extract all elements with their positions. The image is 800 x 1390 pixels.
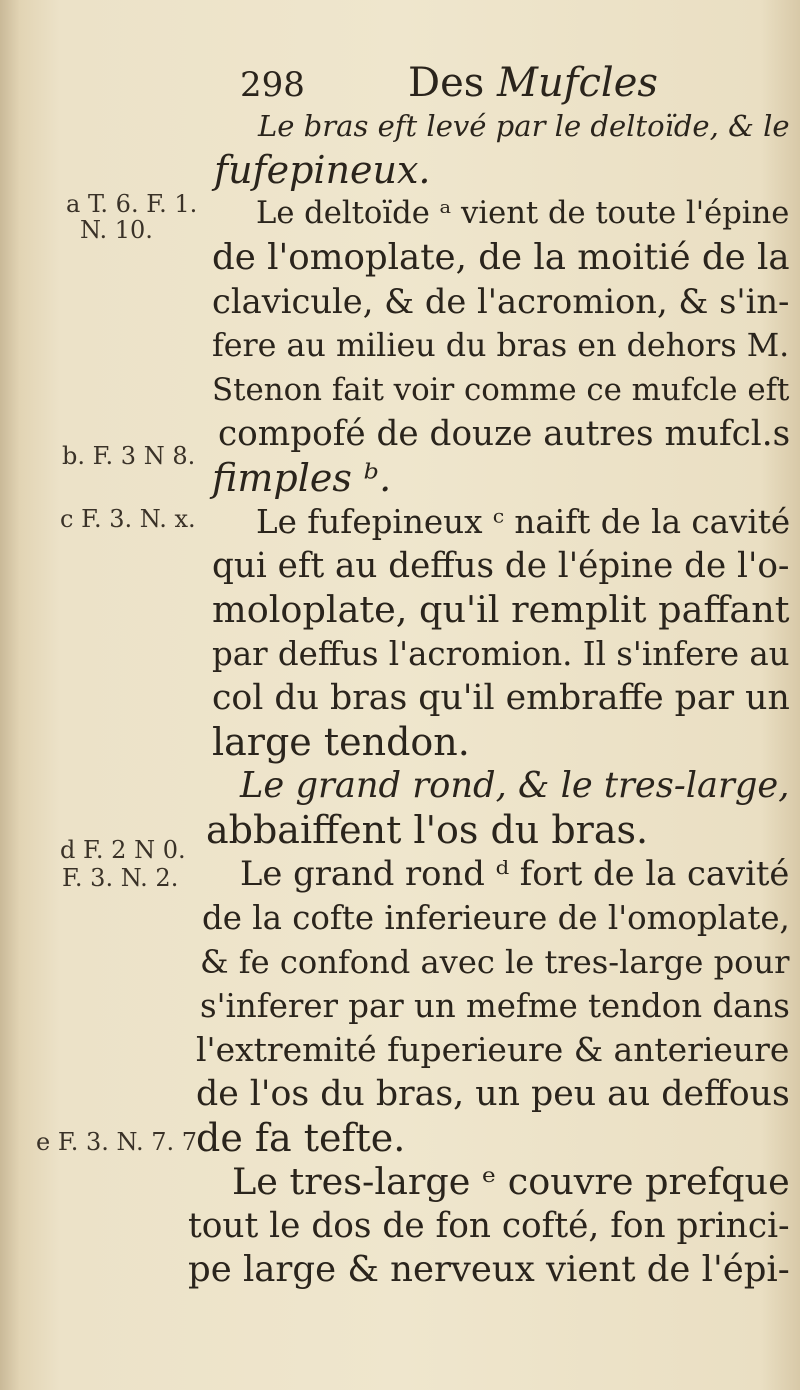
text-line: fufepineux.: [214, 148, 431, 192]
text-line: Le bras eft levé par le deltoïde, & le: [258, 109, 790, 143]
text-line: Le grand rond ᵈ fort de la cavité: [240, 854, 790, 893]
margin-note: F. 3. N. 2.: [62, 864, 179, 892]
margin-note: a T. 6. F. 1.: [66, 190, 198, 218]
text-line: de l'os du bras, un peu au deffous: [196, 1074, 790, 1114]
header-title: [408, 60, 658, 106]
margin-note: c F. 3. N. x.: [60, 505, 196, 533]
margin-note: d F. 2 N 0.: [60, 836, 186, 864]
text-line: s'inferer par un mefme tendon dans: [200, 987, 790, 1025]
margin-note: e F. 3. N. 7. 7: [36, 1128, 198, 1156]
text-line: tout le dos de fon cofté, fon princi-: [188, 1206, 790, 1246]
text-line: & fe confond avec le tres-large pour: [200, 943, 790, 981]
text-line: Le tres-large ᵉ couvre prefque: [232, 1160, 790, 1203]
text-line: Le deltoïde ᵃ vient de toute l'épine: [256, 196, 790, 231]
text-line: Le fufepineux ᶜ naift de la cavité: [256, 503, 791, 541]
page-number: 298: [240, 65, 305, 105]
text-line: l'extremité fuperieure & anterieure: [196, 1030, 790, 1069]
text-line: fere au milieu du bras en dehors M.: [212, 328, 790, 364]
text-line: Le grand rond, & le tres-large,: [240, 765, 790, 806]
text-line: moloplate, qu'il remplit paffant: [212, 588, 790, 631]
text-line: de la cofte inferieure de l'omoplate,: [202, 899, 790, 937]
text-line: abbaiffent l'os du bras.: [206, 808, 649, 852]
running-header: [240, 60, 658, 106]
header-title-prefix: Des: [408, 60, 485, 106]
margin-note: N. 10.: [80, 216, 153, 244]
text-line: compofé de douze autres mufcl.s: [218, 414, 791, 454]
text-line: qui eft au deffus de l'épine de l'o-: [212, 546, 790, 586]
text-line: fimples ᵇ.: [212, 456, 392, 500]
text-line: de l'omoplate, de la moitié de la: [212, 237, 790, 278]
margin-note: b. F. 3 N 8.: [62, 442, 196, 470]
text-line: large tendon.: [212, 720, 470, 764]
text-line: pe large & nerveux vient de l'épi-: [188, 1249, 790, 1290]
text-line: Stenon fait voir comme ce mufcle eft: [212, 372, 790, 408]
text-line: par deffus l'acromion. Il s'infere au: [212, 635, 790, 673]
header-title-italic: Mufcles: [497, 60, 658, 106]
text-line: col du bras qu'il embraffe par un: [212, 678, 790, 718]
text-line: clavicule, & de l'acromion, & s'in-: [212, 282, 790, 321]
text-line: de fa tefte.: [196, 1116, 406, 1160]
